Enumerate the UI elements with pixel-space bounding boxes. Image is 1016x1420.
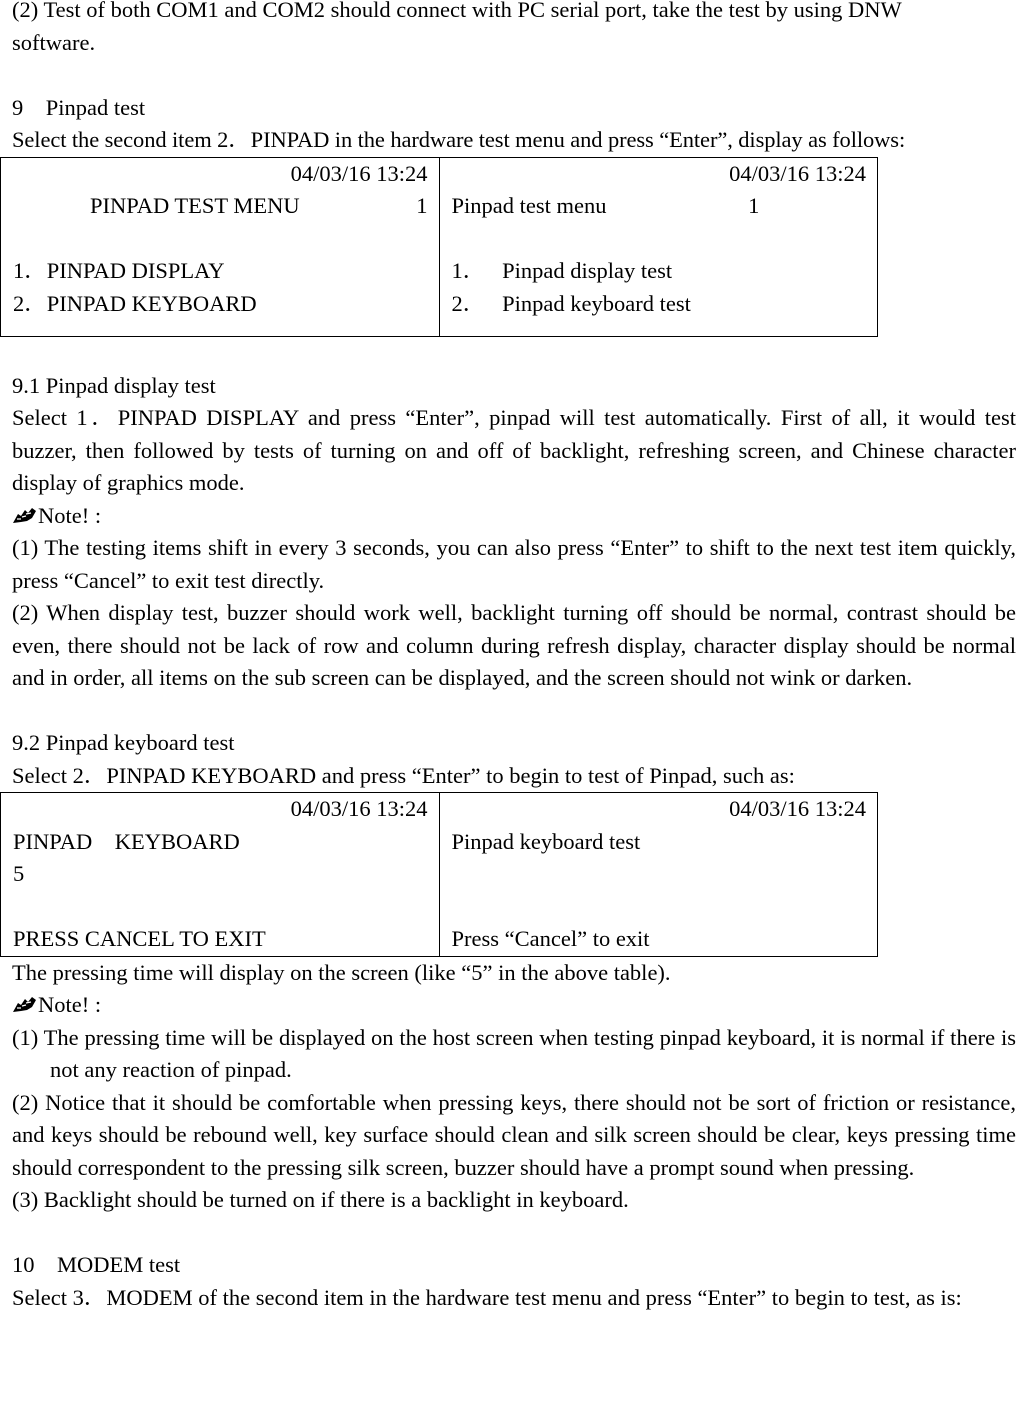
screen-timestamp: 04/03/16 13:24 [290, 160, 428, 186]
note-label-text: Note! : [38, 992, 102, 1017]
keyboard-screen-en [1, 793, 440, 957]
section-9-1-heading: 9.1 Pinpad display test [12, 372, 216, 398]
section-9-2-after: The pressing time will display on the screen (like “5” in the above table). [12, 959, 671, 985]
screen-title: PINPAD TEST MENU [90, 193, 300, 218]
section-10-heading: 10 MODEM test [12, 1252, 181, 1277]
note-label [12, 500, 1016, 533]
intro-line-2: software. [12, 29, 96, 55]
note-label-text: Note! : [38, 502, 102, 528]
note-item-1: (1) The pressing time will be displayed on the host screen when testing pinpad keyboard, it is normal if there is not any reaction of pinpad. [12, 1024, 1016, 1082]
note-item-2: (2) When display test, buzzer should work well, backlight turning off should be normal, contrast should be even, there should not be lack of row and column during refresh display, character display should be normal and in order, all items on the sub screen can be displayed, and the screen should not wink or darken. [12, 600, 1016, 690]
menu-item-pinpad-keyboard: 2． Pinpad keyboard test [451, 290, 691, 316]
screen-exit-hint: Press “Cancel” to exit [451, 926, 650, 951]
section-9-intro: Select the second item 2．PINPAD in the hardware test menu and press “Enter”, display as follows: [12, 127, 906, 152]
screen-exit-hint: PRESS CANCEL TO EXIT [13, 926, 266, 951]
intro-line-1: (2) Test of both COM1 and COM2 should connect with PC serial port, take the test by using DNW [12, 0, 902, 22]
screen-timestamp: 04/03/16 13:24 [729, 160, 866, 186]
section-9-2-intro: Select 2．PINPAD KEYBOARD and press “Enter” to begin to test of Pinpad, such as: [12, 762, 795, 788]
screen-title: Pinpad keyboard test [451, 828, 641, 854]
screen-title: PINPAD KEYBOARD [13, 828, 240, 854]
pinpad-menu-screen-translation [439, 157, 878, 337]
note-item-3: (3) Backlight should be turned on if there is a backlight in keyboard. [12, 1187, 629, 1212]
section-10-intro: Select 3．MODEM of the second item in the hardware test menu and press “Enter” to begin to test, as is: [12, 1284, 962, 1310]
screen-timestamp: 04/03/16 13:24 [729, 796, 866, 821]
pressing-time-value: 5 [13, 861, 25, 886]
screen-page-number: 1 [748, 193, 760, 218]
section-9-heading: 9 Pinpad test [12, 94, 146, 120]
pinpad-menu-screen-en [1, 157, 440, 337]
menu-item-pinpad-display: 1． Pinpad display test [451, 258, 673, 283]
pinpad-keyboard-table [0, 792, 878, 957]
menu-item-pinpad-display: 1．PINPAD DISPLAY [13, 258, 225, 283]
pinpad-menu-table [0, 157, 878, 338]
note-label [12, 989, 1016, 1022]
screen-page-number: 1 [416, 193, 428, 218]
note-item-2: (2) Notice that it should be comfortable when pressing keys, there should not be sort of friction or resistance, and keys should be rebound well, key surface should clean and silk screen should be clear, keys pressing time should correspondent to the pressing silk screen, buzzer should have a prompt sound when pressing. [12, 1089, 1016, 1180]
writing-hand-icon [12, 996, 38, 1014]
document-page [12, 0, 1016, 1314]
note-item-1: (1) The testing items shift in every 3 seconds, you can also press “Enter” to shift to the next test item quickly, press “Cancel” to exit test directly. [12, 535, 1016, 593]
writing-hand-icon [12, 507, 38, 525]
section-9-2-heading: 9.2 Pinpad keyboard test [12, 730, 235, 755]
menu-item-pinpad-keyboard: 2．PINPAD KEYBOARD [13, 290, 257, 316]
keyboard-screen-translation [439, 793, 878, 957]
screen-timestamp: 04/03/16 13:24 [290, 796, 428, 821]
screen-title: Pinpad test menu [451, 193, 607, 218]
section-9-1-body: Select 1．PINPAD DISPLAY and press “Enter”, pinpad will test automatically. First of all, it would test buzzer, then followed by tests of turning on and off of backlight, refreshing screen, and Chinese character display of graphics mode. [12, 405, 1016, 495]
